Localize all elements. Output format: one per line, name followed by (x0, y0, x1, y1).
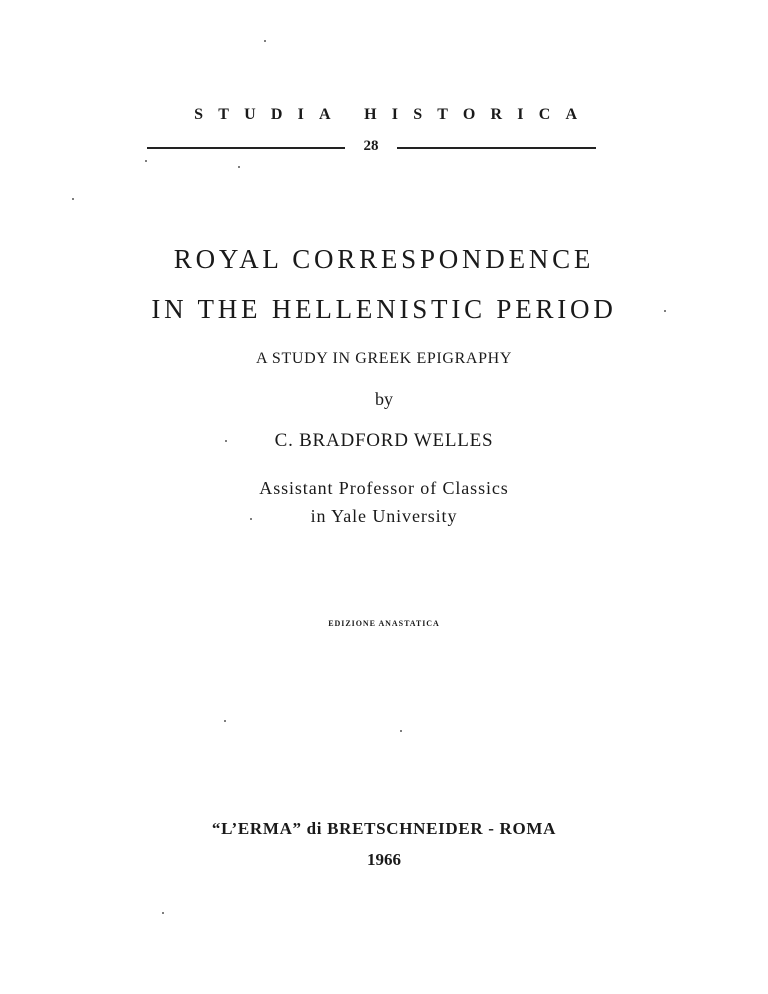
author-position-line-2: in Yale University (310, 506, 458, 526)
title-line-1: ROYAL CORRESPONDENCE (173, 244, 595, 274)
series-name: STUDIA HISTORICA (194, 106, 593, 123)
scan-speck (238, 166, 240, 168)
scan-speck (225, 440, 227, 442)
scan-speck (664, 310, 666, 312)
scan-speck (145, 160, 147, 162)
scan-speck (264, 40, 266, 42)
author-position-line-1: Assistant Professor of Classics (259, 478, 509, 498)
edition-note: EDIZIONE ANASTATICA (328, 619, 440, 628)
author-name: C. BRADFORD WELLES (274, 430, 494, 451)
series-number: 28 (363, 138, 379, 154)
series-rule (0, 138, 768, 164)
by-line: by (375, 389, 393, 409)
title-line-2: IN THE HELLENISTIC PERIOD (151, 294, 617, 324)
scan-speck (224, 720, 226, 722)
scan-speck (72, 198, 74, 200)
scan-speck (400, 730, 402, 732)
scan-speck (162, 912, 164, 914)
scan-speck (250, 518, 252, 520)
rule-right (397, 147, 596, 149)
rule-left (147, 147, 345, 149)
subtitle: A STUDY IN GREEK EPIGRAPHY (255, 350, 513, 367)
publisher-imprint: “L’ERMA” di BRETSCHNEIDER - ROMA (211, 819, 557, 838)
publication-year: 1966 (367, 850, 401, 869)
